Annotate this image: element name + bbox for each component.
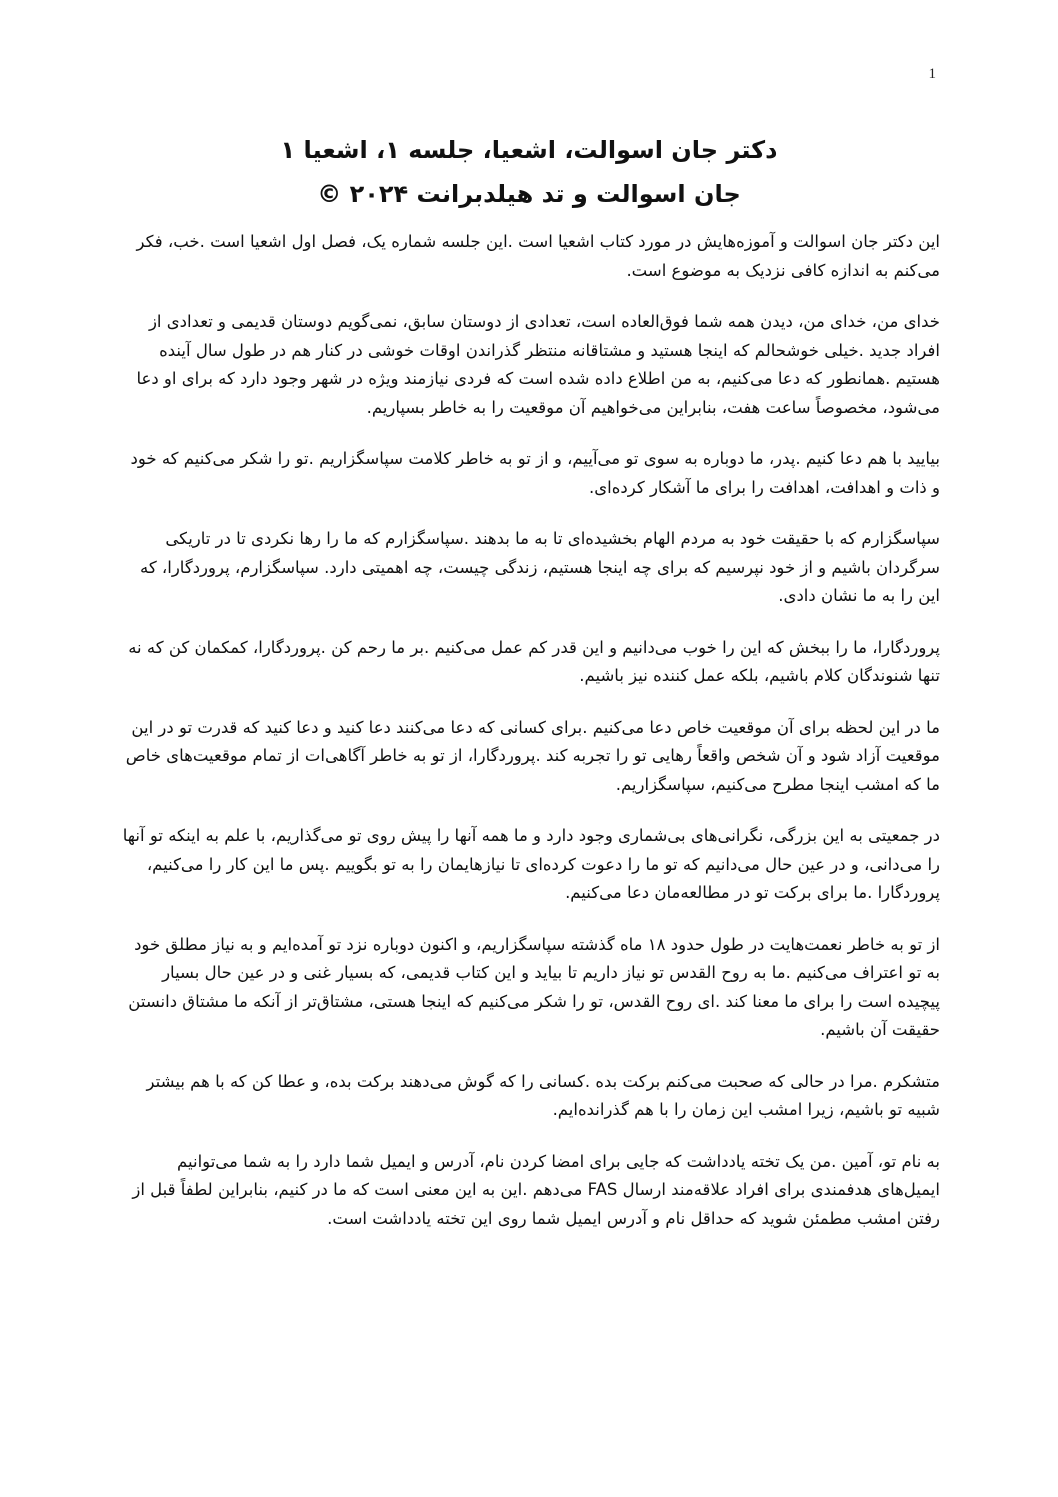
paragraph-thanks: سپاسگزارم که با حقیقت خود به مردم الهام بخشیده‌ای تا به ما بدهند .سپاسگزارم که ما را رها نکردی تا در تاریکی سرگردان باشیم و از خود نپرسیم که برای چه اینجا هستیم، زندگی چیست، چه اهمیتی دارد. سپاسگزارم، پروردگارا، که این را به ما نشان دادی. bbox=[139, 529, 940, 605]
paragraph-greeting: خدای من، خدای من، دیدن همه شما فوق‌العاده است، تعدادی از دوستان سابق، نمی‌گویم دوستان قدیمی و تعدادی از افراد جدید .خیلی خوشحالم که اینجا هستید و مشتاقانه منتظر گذراندن اوقات خوشی در کنار هم در طول سال آینده هستیم .همانطور که دعا می‌کنیم، به من اطلاع داده شده است که فردی نیازمند ویژه در شهر وجود دارد که برای او دعا می‌شود، مخصوصاً ساعت هفت، بنابراین می‌خواهیم آن موقعیت را به خاطر بسپاریم. bbox=[136, 312, 940, 417]
paragraph-blessing: متشکرم .مرا در حالی که صحبت می‌کنم برکت بده .کسانی را که گوش می‌دهند برکت بده، و عطا کن که با هم بیشتر شبیه تو باشیم، زیرا امشب این زمان را با هم گذرانده‌ایم. bbox=[146, 1071, 940, 1119]
paragraph-intro: این دکتر جان اسوالت و آموزه‌هایش در مورد کتاب اشعیا است .این جلسه شماره یک، فصل اول اشعیا است .خب، فکر می‌کنم به اندازه کافی نزدیک به موضوع است. bbox=[136, 232, 940, 280]
document-body bbox=[120, 228, 940, 1256]
document-title bbox=[128, 128, 930, 216]
paragraph-concerns: در جمعیتی به این بزرگی، نگرانی‌های بی‌شماری وجود دارد و ما همه آنها را پیش روی تو می‌گذاریم، با علم به اینکه تو آنها را می‌دانی، و در عین حال می‌دانیم که تو ما را دعوت کرده‌ای تا نیازهایمان را به تو بگوییم .پس ما این کار را می‌کنیم، پروردگارا .ما برای برکت تو در مطالعه‌مان دعا می‌کنیم. bbox=[122, 826, 940, 902]
title-line-1: دکتر جان اسوالت، اشعیا، جلسه ۱، اشعیا ۱ bbox=[280, 136, 778, 164]
page-number: 1 bbox=[928, 66, 936, 82]
paragraph-prayer-opening: بیایید با هم دعا کنیم .پدر، ما دوباره به سوی تو می‌آییم، و از تو به خاطر کلامت سپاسگزاریم .تو را شکر می‌کنیم که خود و ذات و اهدافت، اهدافت را برای ما آشکار کرده‌ای. bbox=[130, 449, 940, 497]
paragraph-special-situation: ما در این لحظه برای آن موقعیت خاص دعا می‌کنیم .برای کسانی که دعا می‌کنند دعا کنید و دعا کنید که قدرت تو در این موقعیت آزاد شود و آن شخص واقعاً رهایی تو را تجربه کند .پروردگارا، از تو به خاطر آگاهی‌ات از تمام موقعیت‌های خاص ما که امشب اینجا مطرح می‌کنیم، سپاسگزاریم. bbox=[125, 717, 940, 794]
paragraph-forgiveness: پروردگارا، ما را ببخش که این را خوب می‌دانیم و این قدر کم عمل می‌کنیم .بر ما رحم کن .پروردگارا، کمکمان کن که نه تنها شنوندگان کلام باشیم، بلکه عمل کننده نیز باشیم. bbox=[128, 637, 940, 685]
title-line-2: جان اسوالت و تد هیلدبرانت ۲۰۲۴ © bbox=[317, 180, 741, 208]
paragraph-signup-sheet: به نام تو، آمین .من یک تخته یادداشت که جایی برای امضا کردن نام، آدرس و ایمیل شما دارد را به شما می‌توانیم ایمیل‌های هدفمندی برای افراد علاقه‌مند ارسال FAS می‌دهم .این به این معنی است که ما در کنیم، بنابراین لطفاً قبل از رفتن امشب مطمئن شوید که حداقل نام و آدرس ایمیل شما روی این تخته یادداشت است. bbox=[132, 1151, 940, 1228]
paragraph-holy-spirit: از تو به خاطر نعمت‌هایت در طول حدود ۱۸ ماه گذشته سپاسگزاریم، و اکنون دوباره نزد تو آمده‌ایم و به نیاز مطلق خود به تو اعتراف می‌کنیم .ما به روح القدس تو نیاز داریم تا بیاید و این کتاب قدیمی، که بسیار غنی و در عین حال بسیار پیچیده است را برای ما معنا کند .ای روح القدس، تو را شکر می‌کنیم که اینجا هستی، مشتاق‌تر از آنکه ما مشتاق دانستن حقیقت آن باشیم. bbox=[128, 934, 940, 1039]
